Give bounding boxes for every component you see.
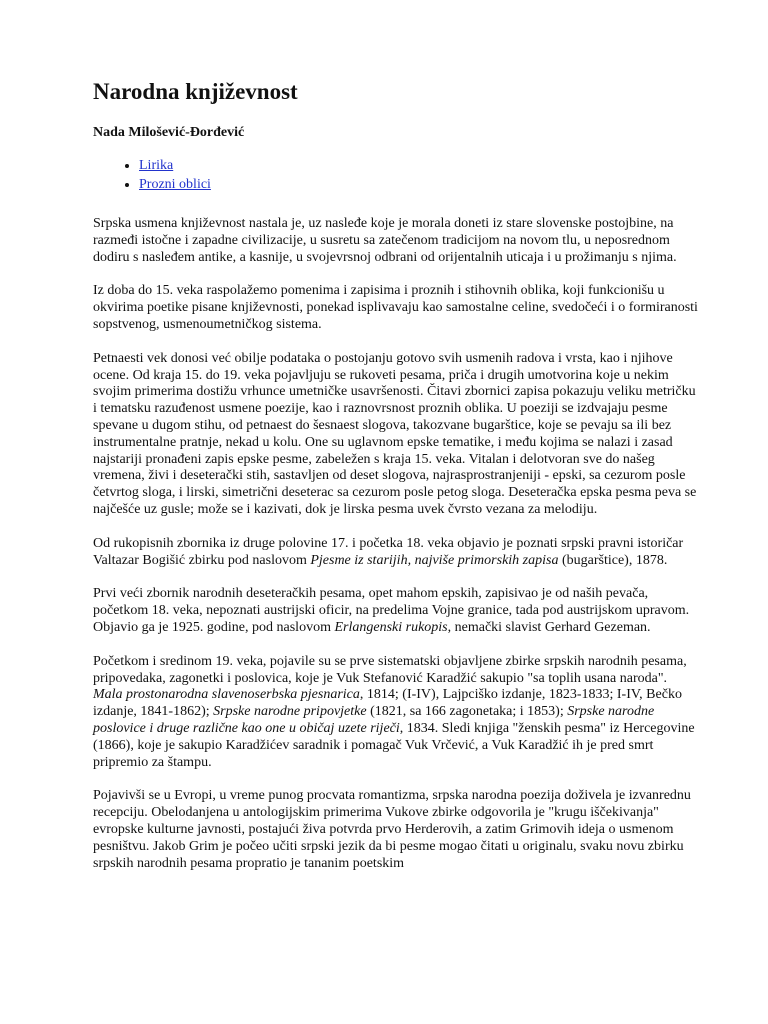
paragraph-1-text: Srpska usmena književnost nastala je, uz nasleđe koje je morala doneti iz stare slovenske postojbine, na razmeđi istočne i zapadne civilizacije, u susretu sa zatečenom tradicijom na novom tlu, u neposrednom dodiru s nasleđem antike, a kasnije, u svojevrsnoj odbrani od orijentalnih uticaja i u prožimanju s njima. — [93, 216, 677, 265]
paragraph-6-text-c: , 1814; (I-IV), Lajpciško izdanje, 1823-1833; I-IV, Bečko izdanje, 1841-1862); — [93, 687, 682, 720]
paragraph-7 — [93, 788, 700, 872]
paragraph-5 — [93, 586, 700, 636]
paragraph-6-book-title-1: Mala prostonarodna slavenoserbska pjesnarica — [93, 687, 360, 703]
paragraph-1 — [93, 216, 700, 266]
paragraph-6-book-title-2: Srpske narodne pripovjetke — [213, 704, 367, 720]
paragraph-5-text-a: Prvi veći zbornik narodnih deseteračkih pesama, opet mahom epskih, zapisivao je od naših pevača, početkom 18. veka, nepoznati austrijski oficir, na predelima Vojne granice, tada pod austrijskom upravom. Objavio ga je 1925. godine, pod naslovom — [93, 586, 690, 635]
toc-item-prozni-oblici — [139, 175, 700, 194]
paragraph-4 — [93, 536, 700, 570]
toc-link-prozni-oblici[interactable]: Prozni oblici — [139, 177, 211, 192]
paragraph-4-text-c: (bugarštice), 1878. — [558, 552, 668, 568]
paragraph-5-book-title: Erlangenski rukopis — [334, 619, 448, 635]
paragraph-3 — [93, 351, 700, 519]
paragraph-6-text-a: Početkom i sredinom 19. veka, pojavile su se prve sistematski objavljene zbirke srpskih narodnih pesama, pripovedaka, zagonetki i poslovica, koje je Vuk Stefanović Karadžić sakupio "sa toplih usana naroda". — [93, 653, 687, 686]
toc-item-lirika — [139, 156, 700, 175]
paragraph-2 — [93, 283, 700, 333]
paragraph-2-text: Iz doba do 15. veka raspolažemo pomenima i zapisima i proznih i stihovnih oblika, koji funkcionišu u okvirima poetike pisane književnosti, ponekad isplivavaju kao samostalne celine, svedočeći i o formiranosti sopstvenog, usmenoumetničkog sistema. — [93, 283, 698, 332]
toc-link-lirika[interactable]: Lirika — [139, 158, 174, 173]
paragraph-7-text: Pojavivši se u Evropi, u vreme punog procvata romantizma, srpska narodna poezija doživela je izvanrednu recepciju. Obelodanjena u antologijskim primerima Vukove zbirke odgovorila je "krugu iščekivanja" evropske kulturne javnosti, postajući živa potvrda prvo Herderovih, a zatim Grimovih ideja o usmenom pesništvu. Jakob Grim je počeo učiti srpski jezik da bi pesme mogao čitati u originalu, svaku novu zbirku srpskih narodnih pesama propratio je tananim poetskim — [93, 788, 691, 871]
paragraph-6 — [93, 654, 700, 772]
table-of-contents — [93, 156, 700, 194]
paragraph-4-book-title: Pjesme iz starijih, najviše primorskih zapisa — [310, 552, 559, 568]
paragraph-4-text-a: Od rukopisnih zbornika iz druge polovine 17. i početka 18. veka objavio je poznati srpski pravni istoričar Valtazar Bogišić zbirku pod naslovom — [93, 535, 684, 568]
paragraph-6-book-title-3: Srpske narodne poslovice i druge različne kao one u običaj uzete riječi — [93, 704, 655, 736]
paragraph-5-text-c: , nemački slavist Gerhard Gezeman. — [447, 619, 651, 635]
page-title: Narodna književnost — [93, 79, 298, 104]
author-name: Nada Milošević-Đorđević — [93, 125, 245, 140]
paragraph-3-text: Petnaesti vek donosi već obilje podataka o postojanju gotovo svih usmenih radova i vrsta, kao i njihove ocene. Od kraja 15. do 19. veka pojavljuju se rukoveti pesama, priča i drugih umotvorina koje u nekim svojim primerima dostižu vrhunce umetničke usavršenosti. Čitavi zbornici zapisa pokazuju veliku metričku i tematsku razuđenost usmene poezije, kao i raznovrsnost proznih oblika. U poeziji se izdvajaju pesme spevane u dugom stihu, od petnaest do šesnaest slogova, takozvane bugarštice, koje se pevaju sa ili bez instrumentalne pratnje, nekad u kolu. One su uglavnom epske tematike, i među kojima se nalazi i zasad najstariji pronađeni zapis epske pesme, zabeležen s kraja 15. veka. Vitalan i delotvoran sve do našeg vremena, živi i deseterački stih, sastavljen od deset slogova, najrasprostranjeniji - epski, sa cezurom posle četvrtog sloga, i lirski, simetrični deseterac sa cezurom posle petog sloga. Deseteračka epska pesma peva se najčešće uz gusle; može se i kazivati, dok je lirska pesma uvek čvrsto vezana za melodiju. — [93, 350, 697, 517]
paragraph-6-text-e: (1821, sa 166 zagonetaka; i 1853); — [366, 704, 568, 720]
paragraph-6-text-g: , 1834. Sledi knjiga "ženskih pesma" iz Hercegovine (1866), koje je sakupio Karadžićev saradnik i pomagač Vuk Vrčević, a Vuk Karadžić ih je pred smrt pripremio za štampu. — [93, 720, 695, 770]
